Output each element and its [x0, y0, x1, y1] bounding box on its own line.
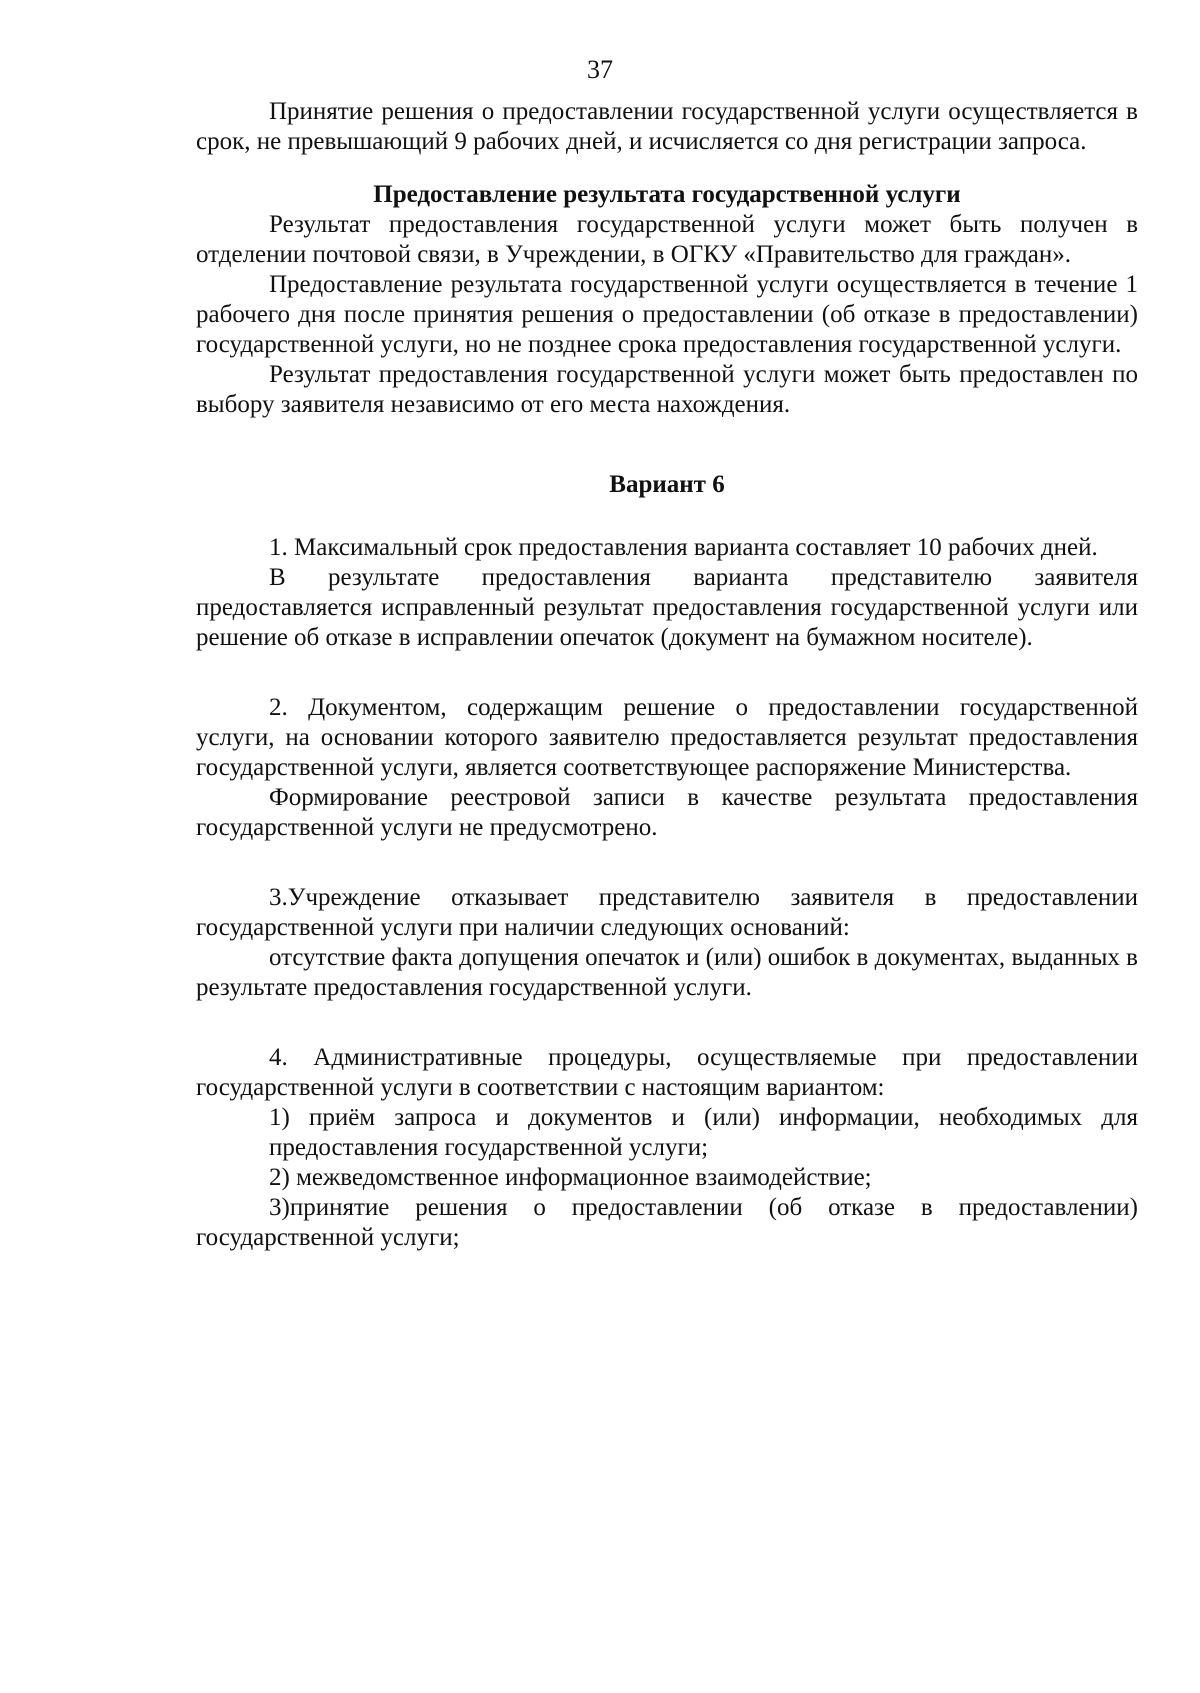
paragraph-decision-term: Принятие решения о предоставлении государственной услуги осуществляется в срок, не превышающий 9 рабочих дней, и исчисляется со дня регистрации запроса. — [196, 98, 1138, 155]
section-heading-result: Предоставление результата государственной услуги — [373, 181, 961, 208]
paragraph-decision-document: 2. Документом, содержащим решение о предоставлении государственной услуги, на основании которого заявителю предоставляется результат предоставления государственной услуги, является соответствующее распоряжение Министерства. — [196, 694, 1138, 781]
paragraph-procedures: 4. Административные процедуры, осуществляемые при предоставлении государственной услуги в соответствии с настоящим вариантом: — [196, 1044, 1138, 1101]
paragraph-result-term: Предоставление результата государственной услуги осуществляется в течение 1 рабочего дня после принятия решения о предоставлении (об отказе в предоставлении) государственной услуги, но не позднее срока предоставления государственной услуги. — [196, 271, 1138, 358]
paragraph-result-receipt: Результат предоставления государственной услуги может быть получен в отделении почтовой связи, в Учреждении, в ОГКУ «Правительство для граждан». — [196, 211, 1138, 268]
paragraph-refusal-ground: отсутствие факта допущения опечаток и (или) ошибок в документах, выданных в результате предоставления государственной услуги. — [196, 944, 1138, 1001]
list-item-procedure-1: 1) приём запроса и документов и (или) информации, необходимых для предоставления государственной услуги; — [269, 1104, 1138, 1161]
paragraph-max-term: 1. Максимальный срок предоставления варианта составляет 10 рабочих дней. — [269, 534, 1098, 561]
paragraph-refusal: 3.Учреждение отказывает представителю заявителя в предоставлении государственной услуги при наличии следующих оснований: — [196, 884, 1138, 941]
list-item-procedure-2: 2) межведомственное информационное взаимодействие; — [269, 1164, 872, 1191]
paragraph-registry-record: Формирование реестровой записи в качестве результата предоставления государственной услуги не предусмотрено. — [196, 784, 1138, 841]
document-body — [196, 97, 1138, 1253]
page-number: 37 — [587, 55, 613, 84]
paragraph-variant-result: В результате предоставления варианта представителю заявителя предоставляется исправленный результат предоставления государственной услуги или решение об отказе в исправлении опечаток (документ на бумажном носителе). — [196, 564, 1138, 651]
paragraph-result-choice: Результат предоставления государственной услуги может быть предоставлен по выбору заявителя независимо от его места нахождения. — [196, 361, 1138, 418]
section-heading-variant: Вариант 6 — [609, 471, 725, 498]
list-item-procedure-3: 3)принятие решения о предоставлении (об отказе в предоставлении) государственной услуги; — [196, 1194, 1138, 1251]
